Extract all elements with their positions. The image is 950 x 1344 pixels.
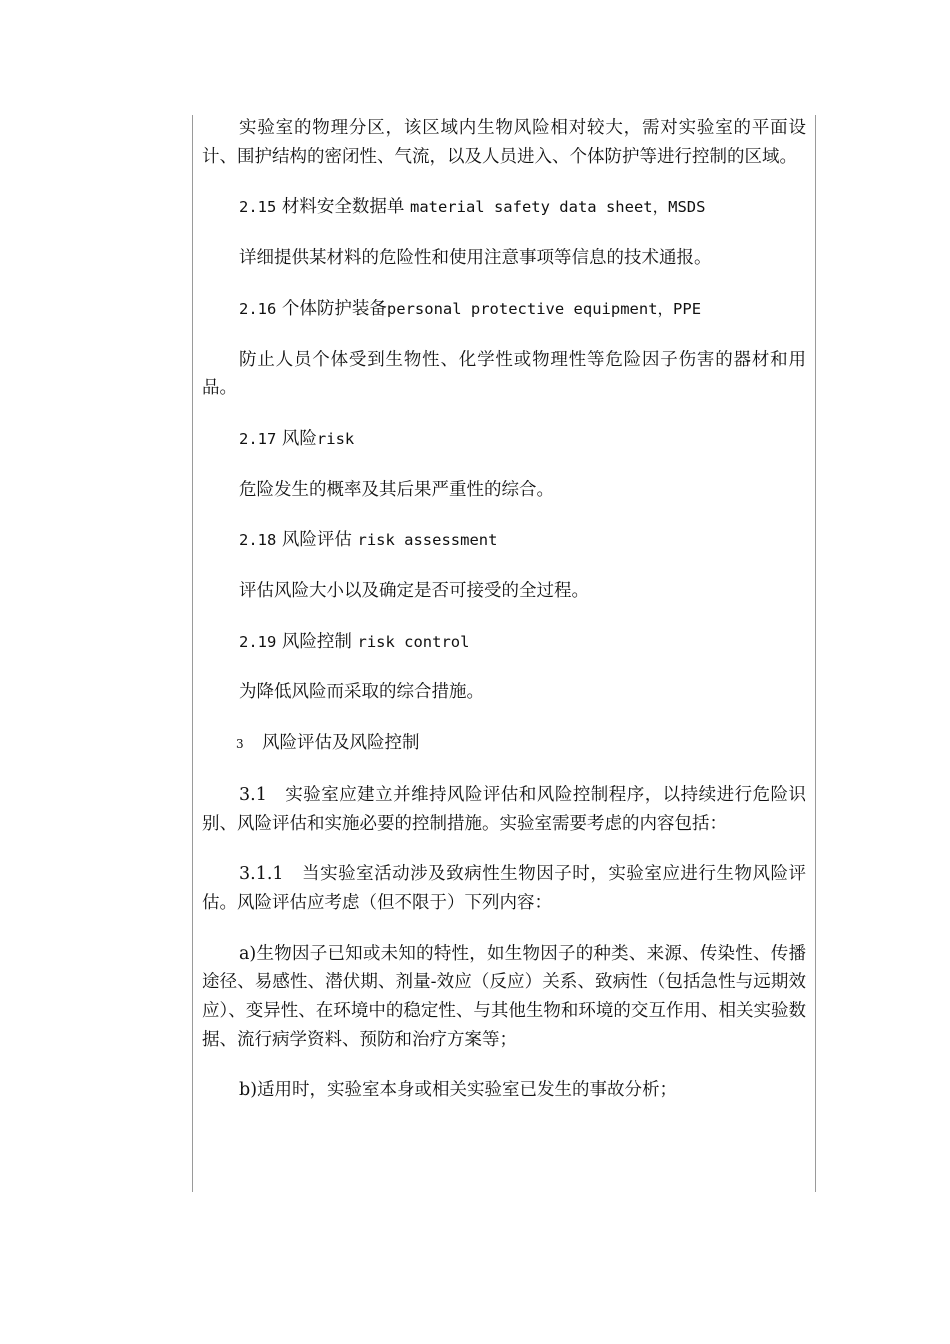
heading-number: 2.18 (239, 531, 277, 550)
paragraph-2-18: 评估风险大小以及确定是否可接受的全过程。 (239, 581, 589, 602)
heading-2-15 (202, 193, 806, 222)
heading-number: 2.19 (239, 632, 277, 651)
list-item-a: a)生物因子已知或未知的特性，如生物因子的种类、来源、传染性、传播途径、易感性、潜伏期、剂量-效应（反应）关系、致病性（包括急性与远期效应）、变异性、在环境中的稳定性、与其他生物和环境的交互作用、相关实验数据、流行病学资料、预防和治疗方案等； (202, 943, 806, 1050)
heading-2-17 (202, 425, 806, 454)
paragraph-3-1-1: 3.1.1 当实验室活动涉及致病性生物因子时，实验室应进行生物风险评估。风险评估应考虑（但不限于）下列内容： (202, 864, 806, 913)
heading-en: personal protective equipment，PPE (386, 299, 702, 318)
heading-number: 2.15 (239, 198, 277, 217)
heading-cn: 个体防护装备 (281, 298, 387, 319)
document-body (202, 114, 806, 1105)
heading-en: material safety data sheet，MSDS (409, 198, 706, 217)
paragraph-area-definition: 实验室的物理分区，该区域内生物风险相对较大，需对实验室的平面设计、围护结构的密闭性、气流，以及人员进入、个体防护等进行控制的区域。 (202, 118, 806, 167)
paragraph-2-17: 危险发生的概率及其后果严重性的综合。 (239, 479, 554, 500)
heading-en: risk assessment (357, 531, 498, 550)
section-number: 3 (236, 737, 244, 752)
paragraph-3-1: 3.1 实验室应建立并维持风险评估和风险控制程序，以持续进行危险识别、风险评估和实施必要的控制措施。实验室需要考虑的内容包括： (202, 784, 806, 834)
heading-cn: 风险评估 (281, 530, 352, 551)
heading-en: risk control (357, 632, 470, 651)
heading-2-19 (202, 628, 806, 657)
paragraph-2-19: 为降低风险而采取的综合措施。 (239, 682, 484, 703)
page-left-border (192, 115, 193, 1192)
paragraph-2-16: 防止人员个体受到生物性、化学性或物理性等危险因子伤害的器材和用品。 (202, 349, 806, 399)
section-title: 风险评估及风险控制 (262, 733, 420, 754)
list-item-b: b)适用时，实验室本身或相关实验室已发生的事故分析； (239, 1080, 678, 1101)
heading-number: 2.17 (239, 429, 277, 448)
heading-number: 2.16 (239, 299, 277, 318)
heading-cn: 材料安全数据单 (281, 197, 405, 218)
heading-en: risk (316, 429, 355, 448)
page-right-border (815, 115, 816, 1192)
heading-2-16 (202, 295, 806, 324)
section-3-heading (202, 729, 806, 759)
paragraph-2-15: 详细提供某材料的危险性和使用注意事项等信息的技术通报。 (239, 248, 712, 269)
heading-cn: 风险 (281, 428, 317, 449)
heading-cn: 风险控制 (281, 631, 352, 652)
heading-2-18 (202, 526, 806, 555)
